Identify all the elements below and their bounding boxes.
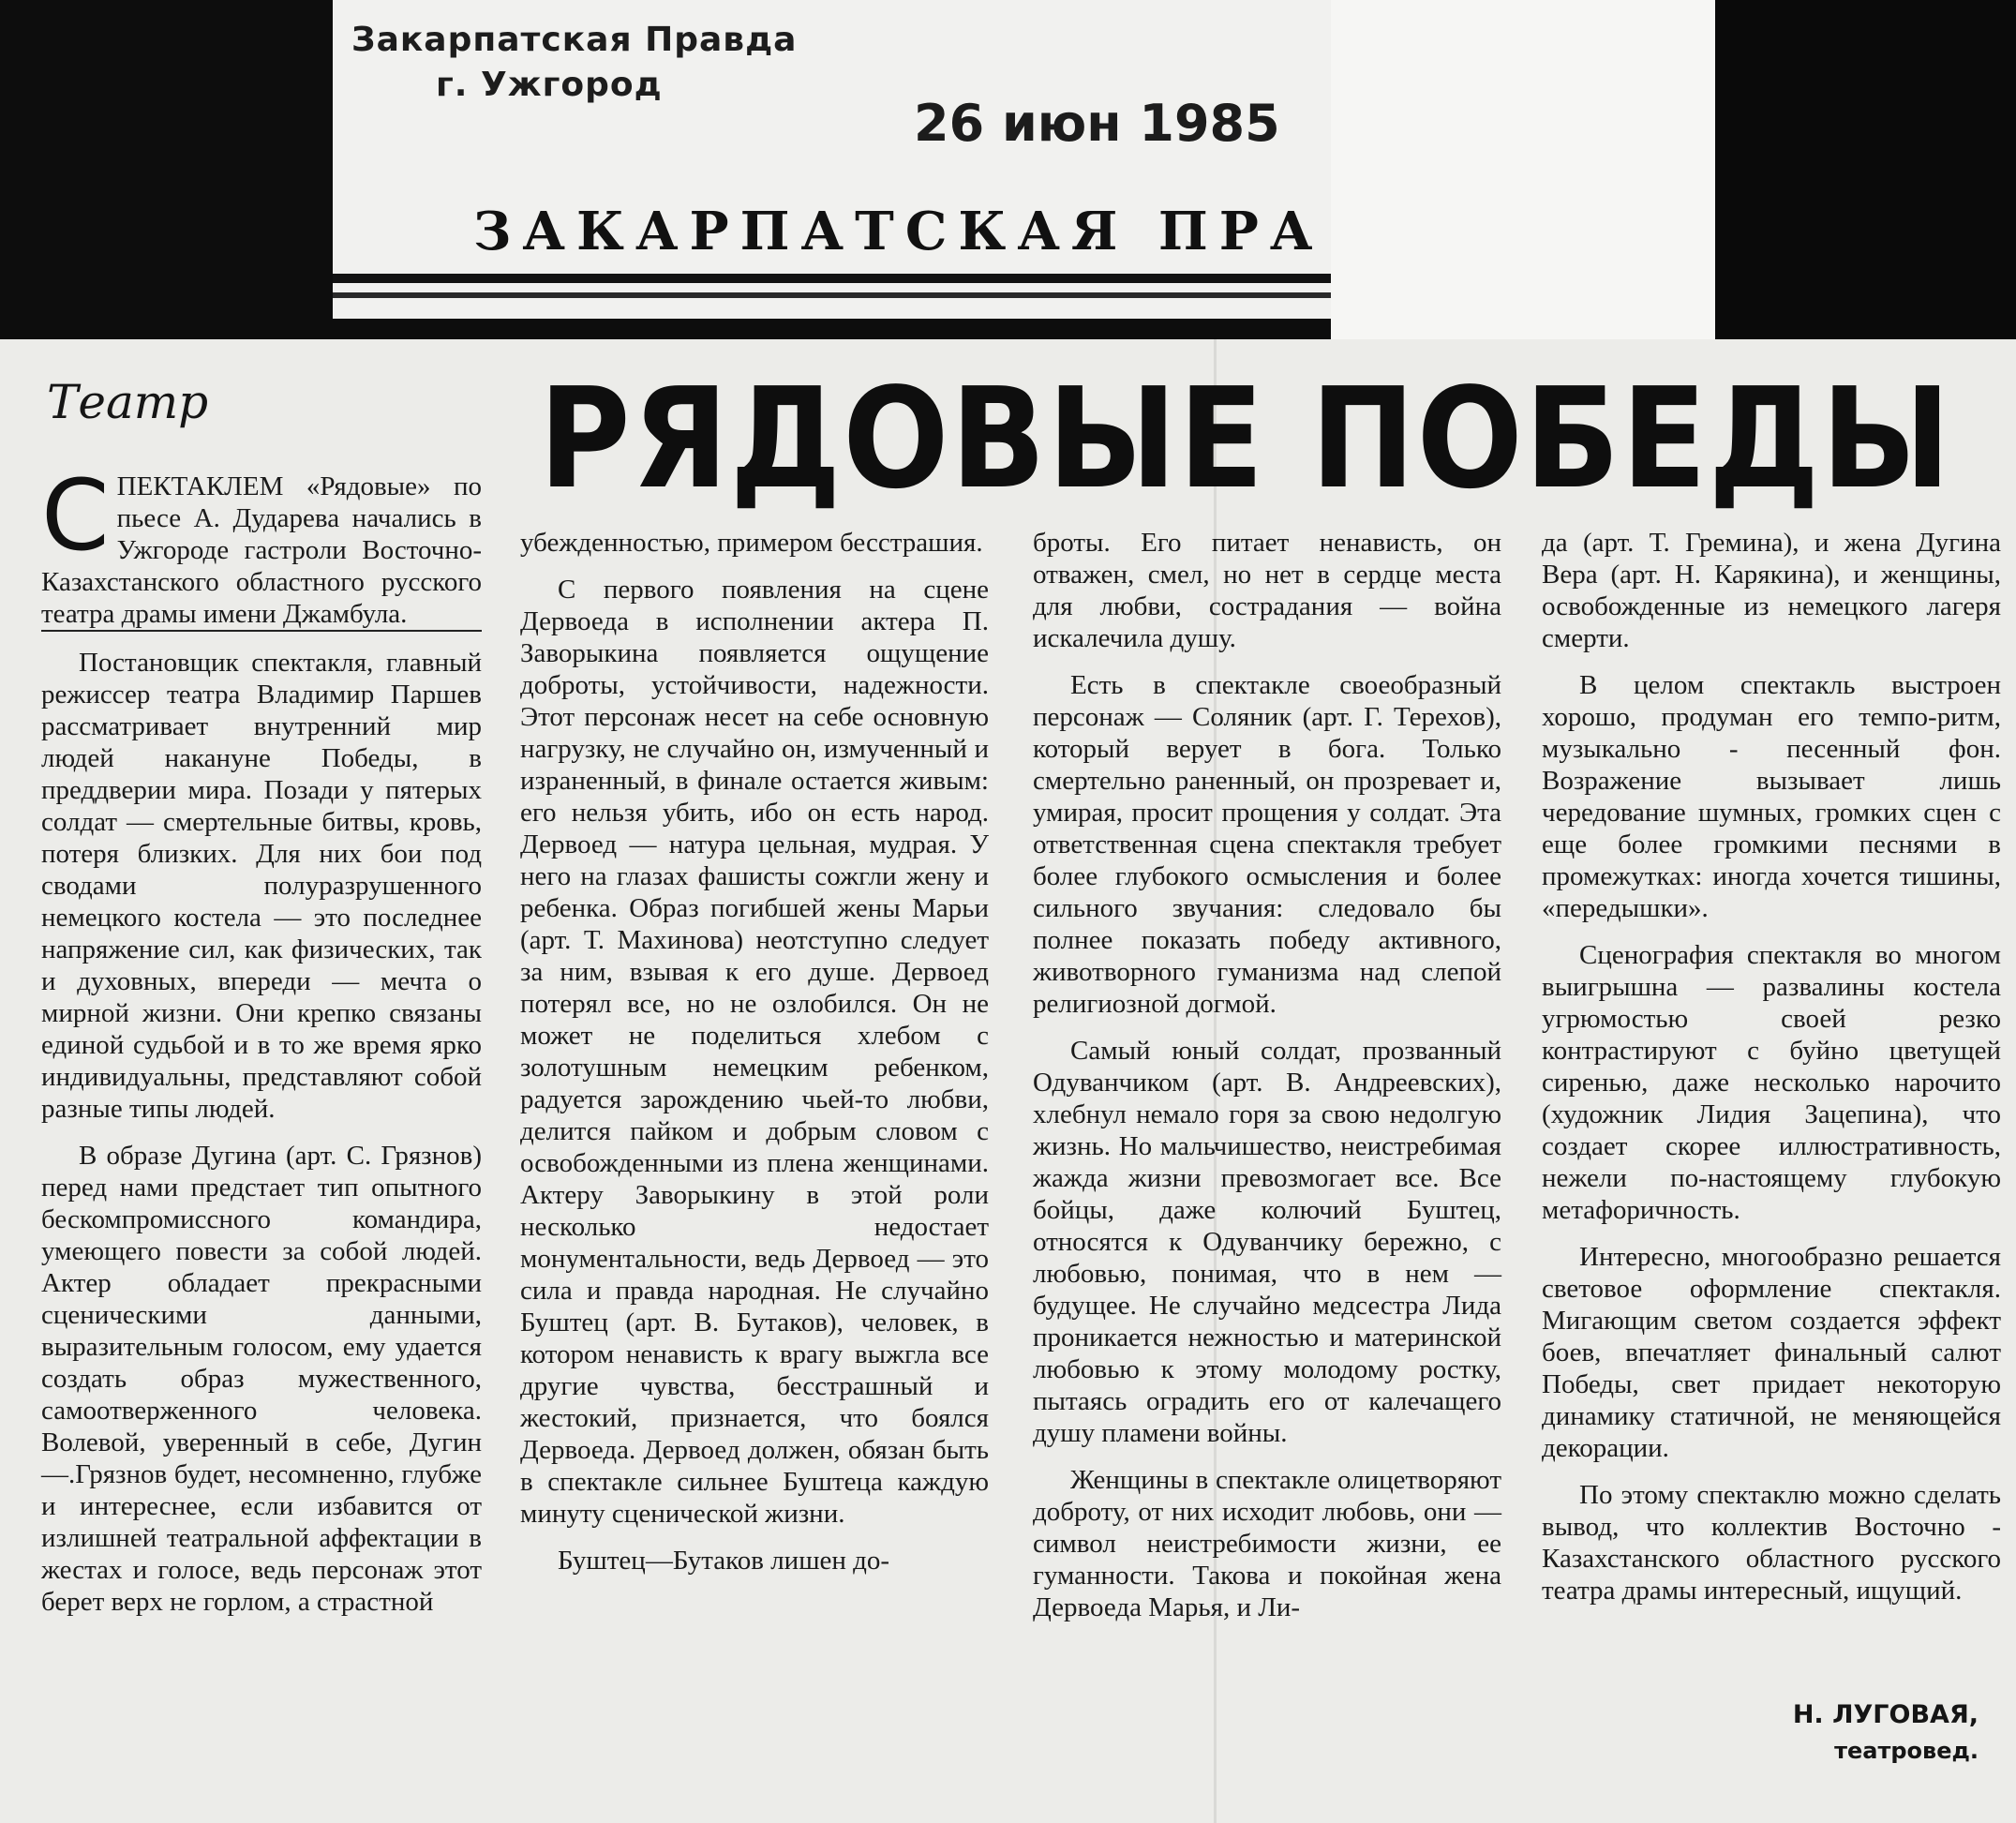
dark-background <box>1715 0 2016 347</box>
paragraph: Есть в спектакле своеобразный персонаж — Соляник (арт. Г. Терехов), который верует в бога. Только смертельно раненный, он прозревает и, умирая, просит прощения у солдат. Эта ответственная сцена спектакля требует более глубокого осмысления и более сильного звучания: следовало бы полнее показать победу активного, животворного гуманизма над слепой религиозной догмой. <box>1033 670 1501 1019</box>
masthead-rule <box>333 274 1331 283</box>
author-role: театровед. <box>1834 1738 1979 1764</box>
paragraph: Сценография спектакля во многом выигрышна — развалины костела угрюмостью своей резко контрастируют с буйно цветущей сиренью, даже несколько нарочито (художник Лидия Зацепина), что создает скорее иллюстративность, нежели по-настоящему глубокую метафоричность. <box>1542 940 2001 1225</box>
paper-backing <box>1331 0 1734 342</box>
lead-paragraph <box>41 458 482 632</box>
article-headline: РЯДОВЫЕ ПОБЕДЫ <box>539 358 1953 519</box>
paragraph: По этому спектаклю можно сделать вывод, что коллектив Восточно - Казахстанского областного русского театра драмы интересный, ищущий. <box>1542 1480 2001 1606</box>
paragraph: В образе Дугина (арт. С. Грязнов) перед нами предстает тип опытного бескомпромиссного командира, умеющего повести за собой людей. Актер обладает прекрасными сценическими данными, выразительным голосом, ему удается создать образ мужественного, самоотверженного человека. Волевой, уверенный в себе, Дугин —.Грязнов будет, несомненно, глубже и интереснее, если избавится от излишней театральной аффектации в жестах и голосе, ведь персонаж этот берет верх не горлом, а страстной <box>41 1141 482 1617</box>
date-stamp: 26 июн 1985 <box>914 94 1280 153</box>
newspaper-name: ЗАКАРПАТСКАЯ ПРА <box>473 201 1324 262</box>
article-clipping <box>0 339 2016 1823</box>
author-signature <box>1793 1697 1979 1769</box>
paragraph: броты. Его питает ненависть, он отважен, смел, но нет в сердце места для любви, сострадания — война искалечила душу. <box>1033 528 1501 653</box>
paragraph: да (арт. Т. Гремина), и жена Дугина Вера (арт. Н. Карякина), и женщины, освобожденные из немецкого лагеря смерти. <box>1542 528 2001 653</box>
column-2 <box>520 527 989 1576</box>
column-3 <box>1033 527 1501 1623</box>
paragraph: Буштец—Бутаков лишен до- <box>558 1546 890 1576</box>
column-4 <box>1542 527 2001 1606</box>
paragraph: убежденностью, примером бесстрашия. <box>520 528 983 558</box>
newspaper-stamp-line1: Закарпатская Правда <box>351 21 798 59</box>
newspaper-stamp-line2: г. Ужгород <box>436 66 663 104</box>
rubric: Театр <box>47 375 209 429</box>
column-1 <box>41 458 482 1618</box>
author-name: Н. ЛУГОВАЯ, <box>1792 1700 1979 1729</box>
paragraph: Постановщик спектакля, главный режиссер театра Владимир Паршев рассматривает внутренний мир людей накануне Победы, в преддверии мира. Позади у пятерых солдат — смертельные битвы, кровь, потеря близких. Для них бои под сводами полуразрушенного немецкого костела — это последнее напряжение сил, как физических, так и духовных, впереди — мечта о мирной жизни. Они крепко связаны единой судьбой и в то же время ярко индивидуальны, представляют собой разные типы людей. <box>41 648 482 1124</box>
lead-text: ПЕКТАКЛЕМ «Рядовые» по пьесе А. Дударева начались в Ужгороде гастроли Восточно-Казахстанского областного русского театра драмы имени Джамбула. <box>41 471 482 629</box>
paragraph: Женщины в спектакле олицетворяют доброту, от них исходит любовь, они — символ неистребимости жизни, ее гуманности. Такова и покойная жена Дервоеда Марья, и Ли- <box>1033 1465 1501 1622</box>
paragraph: Интересно, многообразно решается световое оформление спектакля. Мигающим светом создается эффект боев, впечатляет финальный салют Победы, свет придает некоторую динамику статичной, не меняющейся декорации. <box>1542 1242 2001 1463</box>
masthead-rule-secondary <box>333 292 1331 298</box>
drop-cap: С <box>41 458 110 573</box>
paragraph: В целом спектакль выстроен хорошо, продуман его темпо-ритм, музыкально - песенный фон. Возражение вызывает лишь чередование шумных, громких сцен с еще более громкими песнями в промежутках: иногда хочется тишины, «передышки». <box>1542 670 2001 923</box>
masthead-clipping <box>333 0 1331 319</box>
paragraph: С первого появления на сцене Дервоеда в исполнении актера П. Заворыкина появляется ощущение доброты, устойчивости, надежности. Этот персонаж несет на себе основную нагрузку, не случайно он, измученный и израненный, в финале остается живым: его нельзя убить, ибо он есть народ. Дервоед — натура цельная, мудрая. У него на глазах фашисты сожгли жену и ребенка. Образ погибшей жены Марьи (арт. Т. Махинова) неотступно следует за ним, взывая к его душе. Дервоед потерял все, но не озлобился. Он не может не поделиться хлебом с золотушным немецким ребенком, радуется зарождению чьей-то любви, делится пайком и добрым словом с освобожденными из плена женщинами. Актеру Заворыкину в этой роли несколько недостает монументальности, ведь Дервоед — это сила и правда народная. Не случайно Буштец (арт. В. Бутаков), человек, в котором ненависть к врагу выжгла все другие чувства, бесстрашный и жестокий, признается, что боялся Дервоеда. Дервоед должен, обязан быть в спектакле сильнее Буштеца каждую минуту сценической жизни. <box>520 575 989 1529</box>
paragraph: Самый юный солдат, прозванный Одуванчиком (арт. В. Андреевских), хлебнул немало горя за свою недолгую жизнь. Но мальчишество, неистребимая жажда жизни превозмогает все. Все бойцы, даже колючий Буштец, относятся к Одуванчику бережно, с любовью, понимая, что в нем — будущее. Не случайно медсестра Лида проникается нежностью и материнской любовью к этому молодому ростку, пытаясь оградить его от калечащего душу пламени войны. <box>1033 1036 1501 1448</box>
